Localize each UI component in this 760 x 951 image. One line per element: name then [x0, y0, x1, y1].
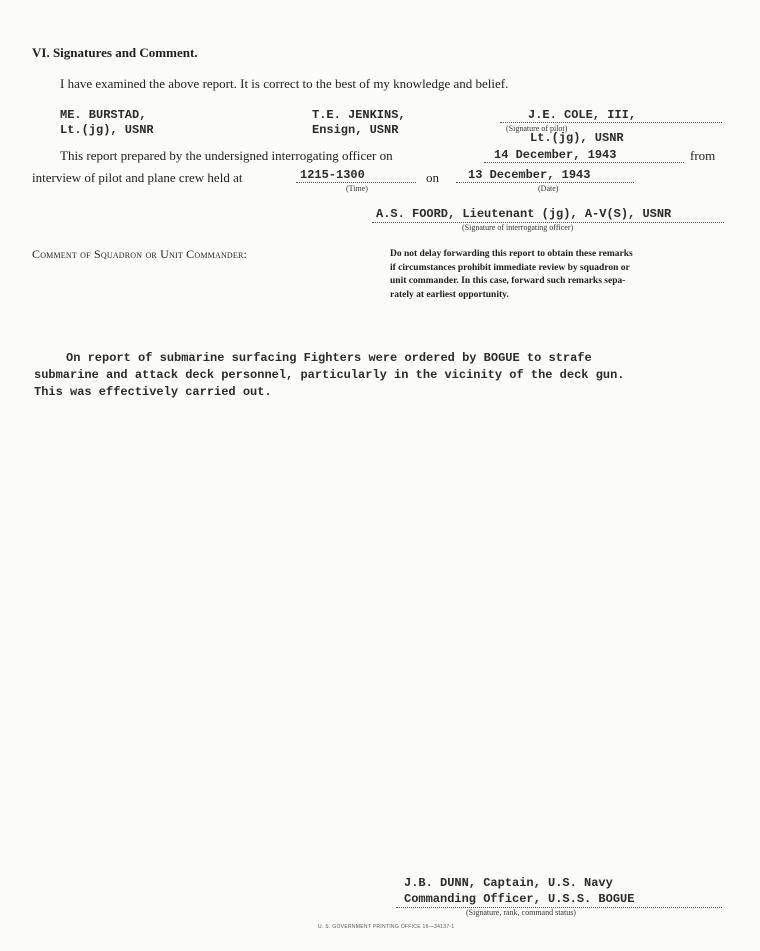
on-word: on [426, 170, 439, 185]
instruction-line: if circumstances prohibit immediate review by squadron or [390, 262, 630, 273]
time-caption: (Time) [346, 184, 368, 193]
comment-instructions [390, 248, 633, 302]
interview-date-line [456, 182, 634, 183]
signatory-1-name: ME. BURSTAD, [60, 108, 147, 122]
pilot-signature-caption: (Signature of pilot) [506, 124, 568, 133]
prepared-date-line [484, 162, 684, 163]
instruction-line: rately at earliest opportunity. [390, 289, 509, 300]
signatory-1-rank: Lt.(jg), USNR [60, 123, 154, 137]
prepared-date: 14 December, 1943 [494, 148, 617, 162]
instruction-line: unit commander. In this case, forward such remarks sepa- [390, 276, 626, 286]
prepared-text: This report prepared by the undersigned interrogating officer on [60, 148, 393, 163]
signatory-2-rank: Ensign, USNR [312, 123, 399, 137]
comment-line: On report of submarine surfacing Fighters were ordered by BOGUE to strafe [66, 351, 592, 365]
interview-time-line [296, 182, 416, 183]
attestation-text: I have examined the above report. It is correct to the best of my knowledge and belief. [60, 76, 509, 91]
interview-date: 13 December, 1943 [468, 168, 591, 182]
pilot-signature-line [500, 122, 722, 123]
commander-signature-line2: Commanding Officer, U.S.S. BOGUE [404, 892, 635, 906]
interrogating-officer-signature: A.S. FOORD, Lieutenant (jg), A-V(S), USNR [376, 207, 672, 221]
signatory-3-name: J.E. COLE, III, [528, 108, 637, 122]
comment-line: This was effectively carried out. [34, 385, 272, 399]
commander-signature-caption: (Signature, rank, command status) [466, 908, 576, 917]
date-caption: (Date) [538, 184, 559, 193]
interview-time: 1215-1300 [300, 168, 365, 182]
printer-footer: U. S. GOVERNMENT PRINTING OFFICE 16—34137-1 [318, 924, 455, 930]
comment-line: submarine and attack deck personnel, particularly in the vicinity of the deck gun. [34, 368, 625, 382]
signatory-3-rank: Lt.(jg), USNR [530, 131, 624, 145]
from-word: from [690, 148, 716, 163]
signatory-2-name: T.E. JENKINS, [312, 108, 406, 122]
section-title: VI. Signatures and Comment. [32, 45, 198, 60]
commander-signature-line1: J.B. DUNN, Captain, U.S. Navy [404, 876, 613, 890]
interview-text: interview of pilot and plane crew held at [32, 170, 243, 185]
commander-comment-label: Comment of Squadron or Unit Commander: [32, 247, 248, 261]
interrogating-officer-caption: (Signature of interrogating officer) [462, 223, 574, 232]
instruction-line: Do not delay forwarding this report to obtain these remarks [390, 249, 633, 259]
